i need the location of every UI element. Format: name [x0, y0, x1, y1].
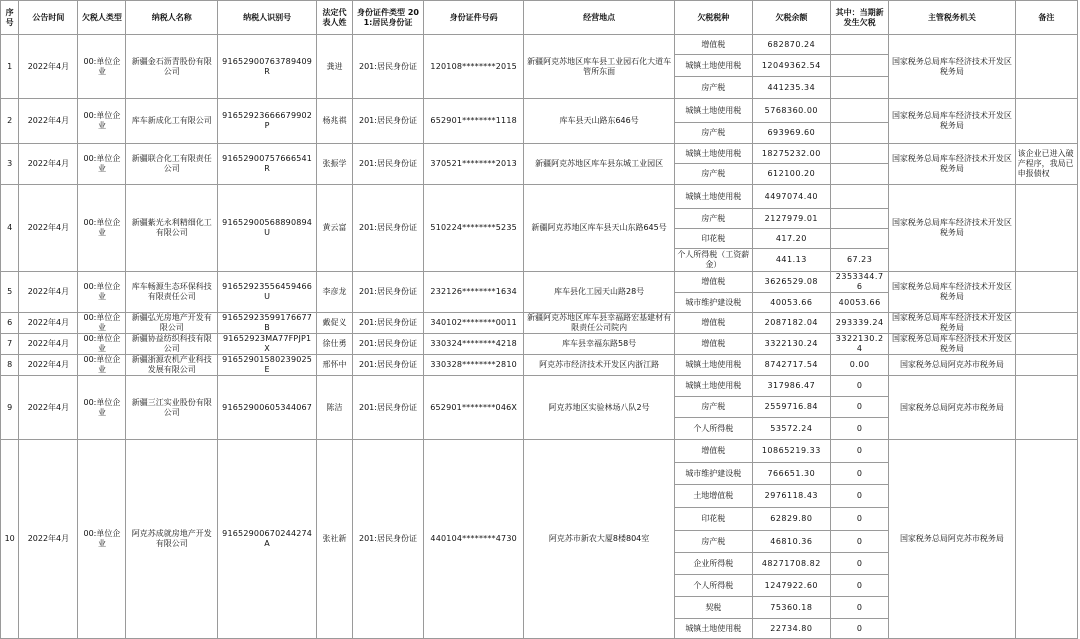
col-balance-header: 欠税余额 [752, 1, 831, 35]
taxpayer-name: 新疆金石沥青股份有限公司 [126, 35, 218, 99]
legal-rep: 李彦龙 [317, 272, 353, 313]
business-address: 新疆阿克苏地区库车县东城工业园区 [524, 144, 675, 185]
id-type: 201:居民身份证 [352, 144, 423, 185]
taxpayer-type: 00:单位企业 [78, 99, 126, 144]
tax-authority: 国家税务总局阿克苏市税务局 [889, 440, 1015, 639]
table-row [1, 376, 1078, 397]
tax-kind: 城市维护建设税 [675, 463, 753, 485]
new-arrears: 0 [831, 440, 889, 463]
col-authority-header: 主管税务机关 [889, 1, 1015, 35]
arrears-balance: 1247922.60 [752, 575, 831, 597]
col-rep-header: 法定代表人姓 [317, 1, 353, 35]
tax-kind: 增值税 [675, 272, 753, 293]
table-row [1, 99, 1078, 123]
legal-rep: 陈洁 [317, 376, 353, 440]
taxpayer-type: 00:单位企业 [78, 144, 126, 185]
new-arrears: 0 [831, 397, 889, 418]
taxpayer-id: 91652901580239025E [218, 355, 317, 376]
business-address: 库车县幸福东路58号 [524, 334, 675, 355]
record-no: 5 [1, 272, 19, 313]
table-row [1, 272, 1078, 293]
taxpayer-name: 新疆三江实业股份有限公司 [126, 376, 218, 440]
tax-authority: 国家税务总局库车经济技术开发区税务局 [889, 35, 1015, 99]
record-no: 1 [1, 35, 19, 99]
id-number: 652901********046X [424, 376, 524, 440]
col-addr-header: 经营地点 [524, 1, 675, 35]
tax-kind: 城镇土地使用税 [675, 55, 753, 77]
business-address: 阿克苏地区实验林场八队2号 [524, 376, 675, 440]
new-arrears [831, 164, 889, 185]
tax-authority: 国家税务总局库车经济技术开发区税务局 [889, 334, 1015, 355]
record-no: 4 [1, 185, 19, 272]
col-tax-kind-header: 欠税税种 [675, 1, 753, 35]
remark [1015, 35, 1077, 99]
tax-kind: 城镇土地使用税 [675, 99, 753, 123]
tax-kind: 房产税 [675, 123, 753, 144]
tax-kind: 增值税 [675, 334, 753, 355]
record-no: 6 [1, 313, 19, 334]
new-arrears: 0 [831, 553, 889, 575]
tax-kind: 个人所得税 [675, 575, 753, 597]
new-arrears [831, 185, 889, 209]
record-no: 8 [1, 355, 19, 376]
id-number: 120108********2015 [424, 35, 524, 99]
taxpayer-type: 00:单位企业 [78, 440, 126, 639]
tax-kind: 房产税 [675, 77, 753, 99]
tax-kind: 城镇土地使用税 [675, 376, 753, 397]
arrears-balance: 48271708.82 [752, 553, 831, 575]
table-row [1, 440, 1078, 463]
id-type: 201:居民身份证 [352, 99, 423, 144]
id-number: 232126********1634 [424, 272, 524, 313]
id-number: 330328********2810 [424, 355, 524, 376]
arrears-balance: 62829.80 [752, 508, 831, 531]
tax-kind: 城镇土地使用税 [675, 185, 753, 209]
notice-date: 2022年4月 [19, 376, 78, 440]
arrears-balance: 8742717.54 [752, 355, 831, 376]
id-type: 201:居民身份证 [352, 272, 423, 313]
arrears-balance: 46810.36 [752, 531, 831, 553]
id-type: 201:居民身份证 [352, 35, 423, 99]
col-idno-header: 身份证件号码 [424, 1, 524, 35]
arrears-balance: 766651.30 [752, 463, 831, 485]
tax-kind: 城镇土地使用税 [675, 619, 753, 639]
col-note-header: 备注 [1015, 1, 1077, 35]
notice-date: 2022年4月 [19, 35, 78, 99]
table-row [1, 355, 1078, 376]
arrears-balance: 75360.18 [752, 597, 831, 619]
arrears-balance: 3322130.24 [752, 334, 831, 355]
tax-kind: 增值税 [675, 440, 753, 463]
tax-kind: 城镇土地使用税 [675, 355, 753, 376]
remark [1015, 185, 1077, 272]
new-arrears [831, 55, 889, 77]
legal-rep: 徐仕勇 [317, 334, 353, 355]
record-no: 3 [1, 144, 19, 185]
tax-authority: 国家税务总局阿克苏市税务局 [889, 376, 1015, 440]
id-number: 440104********4730 [424, 440, 524, 639]
business-address: 新疆阿克苏地区库车县天山东路645号 [524, 185, 675, 272]
legal-rep: 邢怀中 [317, 355, 353, 376]
notice-date: 2022年4月 [19, 313, 78, 334]
taxpayer-id: 91652923599176677B [218, 313, 317, 334]
taxpayer-type: 00:单位企业 [78, 35, 126, 99]
header-row [1, 1, 1078, 35]
taxpayer-name: 阿克苏成就房地产开发有限公司 [126, 440, 218, 639]
business-address: 库车县天山路东646号 [524, 99, 675, 144]
id-number: 652901********1118 [424, 99, 524, 144]
taxpayer-name: 新疆浙源农机产业科技发展有限公司 [126, 355, 218, 376]
arrears-balance: 2087182.04 [752, 313, 831, 334]
id-type: 201:居民身份证 [352, 355, 423, 376]
remark [1015, 440, 1077, 639]
arrears-balance: 5768360.00 [752, 99, 831, 123]
tax-kind: 城市维护建设税 [675, 293, 753, 313]
remark [1015, 355, 1077, 376]
arrears-balance: 18275232.00 [752, 144, 831, 164]
arrears-balance: 317986.47 [752, 376, 831, 397]
id-type: 201:居民身份证 [352, 334, 423, 355]
record-no: 2 [1, 99, 19, 144]
record-no: 9 [1, 376, 19, 440]
table-row [1, 35, 1078, 55]
taxpayer-id: 91652923MA77FPJP1X [218, 334, 317, 355]
col-name-header: 纳税人名称 [126, 1, 218, 35]
tax-kind: 印花税 [675, 508, 753, 531]
tax-kind: 个人所得税（工资薪金） [675, 249, 753, 272]
business-address: 阿克苏市经济技术开发区内浙江路 [524, 355, 675, 376]
business-address: 新疆阿克苏地区库车县幸福路宏基建材有限责任公司院内 [524, 313, 675, 334]
tax-authority: 国家税务总局库车经济技术开发区税务局 [889, 272, 1015, 313]
new-arrears [831, 144, 889, 164]
notice-date: 2022年4月 [19, 440, 78, 639]
new-arrears: 0 [831, 485, 889, 508]
id-number: 340102********0011 [424, 313, 524, 334]
taxpayer-id: 91652900605344067 [218, 376, 317, 440]
taxpayer-name: 库车畅源生态环保科技有限责任公司 [126, 272, 218, 313]
tax-kind: 增值税 [675, 35, 753, 55]
new-arrears: 0 [831, 597, 889, 619]
col-type-header: 欠税人类型 [78, 1, 126, 35]
arrears-balance: 2127979.01 [752, 209, 831, 229]
new-arrears [831, 77, 889, 99]
record-no: 10 [1, 440, 19, 639]
taxpayer-id: 91652900670244274A [218, 440, 317, 639]
new-arrears: 2353344.76 [831, 272, 889, 293]
arrears-balance: 441.13 [752, 249, 831, 272]
table-row [1, 144, 1078, 164]
legal-rep: 张社新 [317, 440, 353, 639]
new-arrears [831, 123, 889, 144]
arrears-balance: 12049362.54 [752, 55, 831, 77]
tax-authority: 国家税务总局库车经济技术开发区税务局 [889, 144, 1015, 185]
legal-rep: 张振学 [317, 144, 353, 185]
new-arrears: 3322130.24 [831, 334, 889, 355]
arrears-balance: 2559716.84 [752, 397, 831, 418]
new-arrears [831, 229, 889, 249]
tax-kind: 印花税 [675, 229, 753, 249]
taxpayer-name: 新疆弘光房地产开发有限公司 [126, 313, 218, 334]
id-type: 201:居民身份证 [352, 376, 423, 440]
tax-kind: 房产税 [675, 531, 753, 553]
col-new-arrears-header: 其中：当期新发生欠税 [831, 1, 889, 35]
col-taxid-header: 纳税人识别号 [218, 1, 317, 35]
new-arrears [831, 35, 889, 55]
new-arrears [831, 99, 889, 123]
remark [1015, 272, 1077, 313]
arrears-balance: 3626529.08 [752, 272, 831, 293]
new-arrears: 40053.66 [831, 293, 889, 313]
tax-kind: 土地增值税 [675, 485, 753, 508]
tax-authority: 国家税务总局库车经济技术开发区税务局 [889, 185, 1015, 272]
business-address: 阿克苏市新农大厦8楼804室 [524, 440, 675, 639]
arrears-balance: 2976118.43 [752, 485, 831, 508]
new-arrears: 0 [831, 619, 889, 639]
arrears-balance: 10865219.33 [752, 440, 831, 463]
taxpayer-name: 新疆联合化工有限责任公司 [126, 144, 218, 185]
table-body [1, 35, 1078, 639]
remark [1015, 334, 1077, 355]
taxpayer-type: 00:单位企业 [78, 313, 126, 334]
taxpayer-type: 00:单位企业 [78, 334, 126, 355]
notice-date: 2022年4月 [19, 99, 78, 144]
tax-kind: 企业所得税 [675, 553, 753, 575]
tax-kind: 增值税 [675, 313, 753, 334]
taxpayer-id: 91652900763789409R [218, 35, 317, 99]
taxpayer-id: 91652900757666541R [218, 144, 317, 185]
tax-kind: 房产税 [675, 209, 753, 229]
taxpayer-name: 新疆紫光永利精细化工有限公司 [126, 185, 218, 272]
new-arrears: 0 [831, 575, 889, 597]
new-arrears: 0 [831, 376, 889, 397]
tax-kind: 契税 [675, 597, 753, 619]
arrears-balance: 22734.80 [752, 619, 831, 639]
new-arrears: 0 [831, 463, 889, 485]
table-row [1, 334, 1078, 355]
notice-date: 2022年4月 [19, 144, 78, 185]
col-idtype-header: 身份证件类型 201:居民身份证 [352, 1, 423, 35]
arrears-balance: 417.20 [752, 229, 831, 249]
tax-kind: 城镇土地使用税 [675, 144, 753, 164]
new-arrears: 0 [831, 531, 889, 553]
arrears-balance: 612100.20 [752, 164, 831, 185]
tax-kind: 个人所得税 [675, 418, 753, 440]
new-arrears: 0.00 [831, 355, 889, 376]
notice-date: 2022年4月 [19, 272, 78, 313]
notice-date: 2022年4月 [19, 355, 78, 376]
taxpayer-type: 00:单位企业 [78, 376, 126, 440]
id-type: 201:居民身份证 [352, 185, 423, 272]
id-number: 510224********5235 [424, 185, 524, 272]
taxpayer-type: 00:单位企业 [78, 185, 126, 272]
notice-date: 2022年4月 [19, 185, 78, 272]
id-type: 201:居民身份证 [352, 440, 423, 639]
tax-authority: 国家税务总局库车经济技术开发区税务局 [889, 99, 1015, 144]
taxpayer-name: 库车新成化工有限公司 [126, 99, 218, 144]
id-type: 201:居民身份证 [352, 313, 423, 334]
arrears-balance: 693969.60 [752, 123, 831, 144]
legal-rep: 杨兆祺 [317, 99, 353, 144]
taxpayer-type: 00:单位企业 [78, 272, 126, 313]
business-address: 库车县化工园天山路28号 [524, 272, 675, 313]
tax-authority: 国家税务总局库车经济技术开发区税务局 [889, 313, 1015, 334]
taxpayer-name: 新疆协益纺织科技有限公司 [126, 334, 218, 355]
taxpayer-id: 91652923666679902P [218, 99, 317, 144]
notice-date: 2022年4月 [19, 334, 78, 355]
business-address: 新疆阿克苏地区库车县工业园石化大道车管所东面 [524, 35, 675, 99]
new-arrears: 0 [831, 508, 889, 531]
new-arrears: 67.23 [831, 249, 889, 272]
new-arrears [831, 209, 889, 229]
new-arrears: 0 [831, 418, 889, 440]
new-arrears: 293339.24 [831, 313, 889, 334]
arrears-balance: 40053.66 [752, 293, 831, 313]
tax-kind: 房产税 [675, 397, 753, 418]
table-row [1, 313, 1078, 334]
taxpayer-id: 91652923556459466U [218, 272, 317, 313]
id-number: 330324********4218 [424, 334, 524, 355]
remark [1015, 99, 1077, 144]
table-row [1, 185, 1078, 209]
arrears-balance: 441235.34 [752, 77, 831, 99]
remark: 该企业已进入破产程序，我局已申报债权 [1015, 144, 1077, 185]
taxpayer-id: 91652900568890894U [218, 185, 317, 272]
arrears-balance: 4497074.40 [752, 185, 831, 209]
tax-kind: 房产税 [675, 164, 753, 185]
legal-rep: 黄云富 [317, 185, 353, 272]
legal-rep: 龚进 [317, 35, 353, 99]
arrears-balance: 53572.24 [752, 418, 831, 440]
remark [1015, 313, 1077, 334]
arrears-balance: 682870.24 [752, 35, 831, 55]
remark [1015, 376, 1077, 440]
tax-authority: 国家税务总局阿克苏市税务局 [889, 355, 1015, 376]
col-no-header: 序号 [1, 1, 19, 35]
id-number: 370521********2013 [424, 144, 524, 185]
col-date-header: 公告时间 [19, 1, 78, 35]
legal-rep: 戴促义 [317, 313, 353, 334]
record-no: 7 [1, 334, 19, 355]
taxpayer-type: 00:单位企业 [78, 355, 126, 376]
